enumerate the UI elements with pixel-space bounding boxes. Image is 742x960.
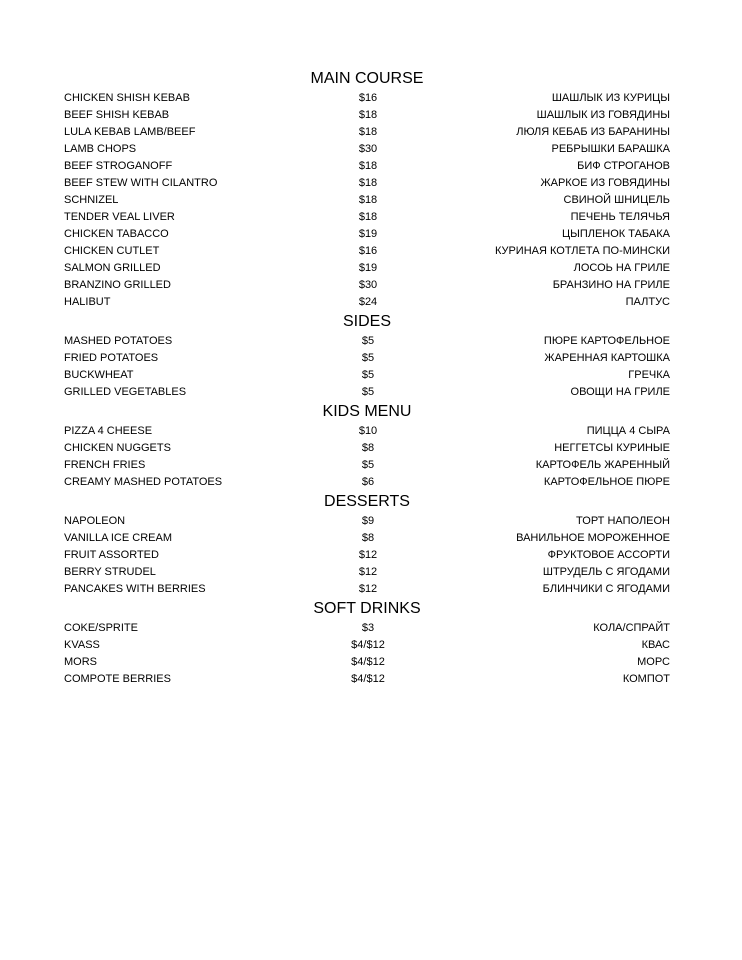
dish-price: $12: [358, 566, 378, 578]
dish-price: $19: [358, 262, 378, 274]
dish-price: $30: [358, 279, 378, 291]
menu-item-row: [64, 107, 670, 124]
dish-name-english: MORS: [64, 656, 97, 668]
dish-price: $4/$12: [351, 639, 385, 651]
menu-section-desserts: [64, 491, 670, 598]
dish-price: $4/$12: [351, 673, 385, 685]
dish-price: $3: [361, 622, 375, 634]
dish-name-russian: ПЕЧЕНЬ ТЕЛЯЧЬЯ: [570, 211, 670, 223]
dish-price: $18: [358, 177, 378, 189]
dish-name-russian: КОМПОТ: [622, 673, 670, 685]
dish-name-russian: ШТРУДЕЛЬ С ЯГОДАМИ: [542, 566, 670, 578]
dish-name-english: GRILLED VEGETABLES: [64, 386, 187, 398]
menu-item-row: [64, 260, 670, 277]
menu-item-row: [64, 175, 670, 192]
dish-name-russian: ФРУКТОВОЕ АССОРТИ: [547, 549, 670, 561]
dish-price: $16: [358, 245, 378, 257]
menu-item-row: [64, 158, 670, 175]
dish-name-russian: КВАС: [641, 639, 670, 651]
dish-name-russian: ПАЛТУС: [625, 296, 670, 308]
menu-section-kids-menu: [64, 401, 670, 491]
dish-price: $8: [361, 442, 375, 454]
dish-name-english: LAMB CHOPS: [64, 143, 137, 155]
dish-name-english: CHICKEN SHISH KEBAB: [64, 92, 190, 104]
menu-item-row: [64, 564, 670, 581]
dish-name-english: TENDER VEAL LIVER: [64, 211, 175, 223]
section-title: KIDS MENU: [322, 403, 412, 420]
dish-name-russian: ПИЦЦА 4 СЫРА: [586, 425, 670, 437]
menu-item-row: [64, 654, 670, 671]
dish-name-russian: НЕГГЕТСЫ КУРИНЫЕ: [554, 442, 670, 454]
dish-name-russian: ЖАРЕННАЯ КАРТОШКА: [544, 352, 670, 364]
dish-name-english: CHICKEN TABACCO: [64, 228, 169, 240]
dish-name-english: COKE/SPRITE: [64, 622, 138, 634]
dish-price: $16: [358, 92, 378, 104]
menu-item-row: [64, 333, 670, 350]
section-title: SOFT DRINKS: [313, 600, 421, 617]
menu-section-soft-drinks: [64, 598, 670, 688]
menu-item-row: [64, 671, 670, 688]
dish-name-russian: БИФ СТРОГАНОВ: [577, 160, 670, 172]
menu-document: [64, 68, 670, 688]
dish-name-english: NAPOLEON: [64, 515, 126, 527]
dish-name-english: LULA KEBAB LAMB/BEEF: [64, 126, 196, 138]
dish-name-english: SCHNIZEL: [64, 194, 119, 206]
dish-name-english: SALMON GRILLED: [64, 262, 161, 274]
dish-name-russian: ЛОСОЬ НА ГРИЛЕ: [573, 262, 670, 274]
dish-name-english: MASHED POTATOES: [64, 335, 173, 347]
menu-section-main-course: [64, 68, 670, 311]
dish-price: $12: [358, 583, 378, 595]
menu-item-row: [64, 384, 670, 401]
dish-name-russian: ЦЫПЛЕНОК ТАБАКА: [561, 228, 670, 240]
dish-price: $12: [358, 549, 378, 561]
dish-name-english: VANILLA ICE CREAM: [64, 532, 172, 544]
dish-name-english: CHICKEN CUTLET: [64, 245, 160, 257]
dish-name-russian: БРАНЗИНО НА ГРИЛЕ: [552, 279, 670, 291]
dish-name-russian: КАРТОФЕЛЬ ЖАРЕННЫЙ: [535, 459, 670, 471]
dish-name-english: BEEF STROGANOFF: [64, 160, 173, 172]
menu-item-row: [64, 457, 670, 474]
dish-name-russian: ГРЕЧКА: [628, 369, 670, 381]
dish-price: $18: [358, 109, 378, 121]
dish-price: $6: [361, 476, 375, 488]
dish-price: $5: [361, 459, 375, 471]
section-title: MAIN COURSE: [310, 70, 424, 87]
dish-name-english: BERRY STRUDEL: [64, 566, 156, 578]
dish-name-russian: ОВОЩИ НА ГРИЛЕ: [570, 386, 670, 398]
menu-item-row: [64, 350, 670, 367]
menu-item-row: [64, 192, 670, 209]
menu-item-row: [64, 277, 670, 294]
dish-price: $4/$12: [351, 656, 385, 668]
dish-name-english: FRENCH FRIES: [64, 459, 146, 471]
dish-price: $8: [361, 532, 375, 544]
dish-name-russian: ВАНИЛЬНОЕ МОРОЖЕННОЕ: [516, 532, 670, 544]
dish-price: $5: [361, 352, 375, 364]
dish-price: $18: [358, 211, 378, 223]
menu-item-row: [64, 243, 670, 260]
dish-name-russian: РЕБРЫШКИ БАРАШКА: [551, 143, 670, 155]
menu-item-row: [64, 581, 670, 598]
menu-item-row: [64, 440, 670, 457]
menu-section-sides: [64, 311, 670, 401]
dish-name-russian: ЛЮЛЯ КЕБАБ ИЗ БАРАНИНЫ: [516, 126, 670, 138]
dish-name-russian: ШАШЛЫК ИЗ ГОВЯДИНЫ: [536, 109, 670, 121]
menu-item-row: [64, 547, 670, 564]
dish-name-russian: ТОРТ НАПОЛЕОН: [576, 515, 670, 527]
dish-price: $18: [358, 126, 378, 138]
dish-name-english: CHICKEN NUGGETS: [64, 442, 171, 454]
menu-item-row: [64, 90, 670, 107]
dish-price: $10: [358, 425, 378, 437]
dish-name-english: HALIBUT: [64, 296, 111, 308]
menu-item-row: [64, 637, 670, 654]
dish-name-english: CREAMY MASHED POTATOES: [64, 476, 223, 488]
dish-name-russian: МОРС: [637, 656, 670, 668]
dish-price: $30: [358, 143, 378, 155]
dish-name-english: FRUIT ASSORTED: [64, 549, 159, 561]
menu-item-row: [64, 530, 670, 547]
dish-price: $9: [361, 515, 375, 527]
dish-price: $24: [358, 296, 378, 308]
dish-name-russian: КАРТОФЕЛЬНОЕ ПЮРЕ: [543, 476, 670, 488]
dish-name-english: BUCKWHEAT: [64, 369, 134, 381]
menu-item-row: [64, 474, 670, 491]
menu-item-row: [64, 294, 670, 311]
dish-name-english: BEEF SHISH KEBAB: [64, 109, 170, 121]
dish-name-russian: КУРИНАЯ КОТЛЕТА ПО-МИНСКИ: [494, 245, 670, 257]
dish-name-russian: СВИНОЙ ШНИЦЕЛЬ: [563, 194, 670, 206]
dish-name-russian: КОЛА/СПРАЙТ: [593, 622, 670, 634]
dish-name-english: BRANZINO GRILLED: [64, 279, 171, 291]
section-title: DESSERTS: [324, 493, 410, 510]
dish-price: $5: [361, 369, 375, 381]
dish-name-english: PANCAKES WITH BERRIES: [64, 583, 206, 595]
dish-name-english: KVASS: [64, 639, 100, 651]
section-title: SIDES: [342, 313, 391, 330]
dish-name-english: FRIED POTATOES: [64, 352, 159, 364]
menu-item-row: [64, 141, 670, 158]
dish-name-russian: ЖАРКОЕ ИЗ ГОВЯДИНЫ: [540, 177, 670, 189]
dish-name-russian: ПЮРЕ КАРТОФЕЛЬНОЕ: [543, 335, 670, 347]
dish-price: $19: [358, 228, 378, 240]
menu-item-row: [64, 620, 670, 637]
dish-price: $18: [358, 160, 378, 172]
dish-name-russian: ШАШЛЫК ИЗ КУРИЦЫ: [551, 92, 670, 104]
menu-item-row: [64, 226, 670, 243]
menu-item-row: [64, 367, 670, 384]
menu-item-row: [64, 423, 670, 440]
menu-item-row: [64, 209, 670, 226]
dish-name-russian: БЛИНЧИКИ С ЯГОДАМИ: [542, 583, 670, 595]
dish-name-english: PIZZA 4 CHEESE: [64, 425, 153, 437]
menu-item-row: [64, 513, 670, 530]
dish-price: $5: [361, 335, 375, 347]
dish-price: $18: [358, 194, 378, 206]
menu-item-row: [64, 124, 670, 141]
dish-name-english: COMPOTE BERRIES: [64, 673, 171, 685]
dish-price: $5: [361, 386, 375, 398]
dish-name-english: BEEF STEW WITH CILANTRO: [64, 177, 218, 189]
